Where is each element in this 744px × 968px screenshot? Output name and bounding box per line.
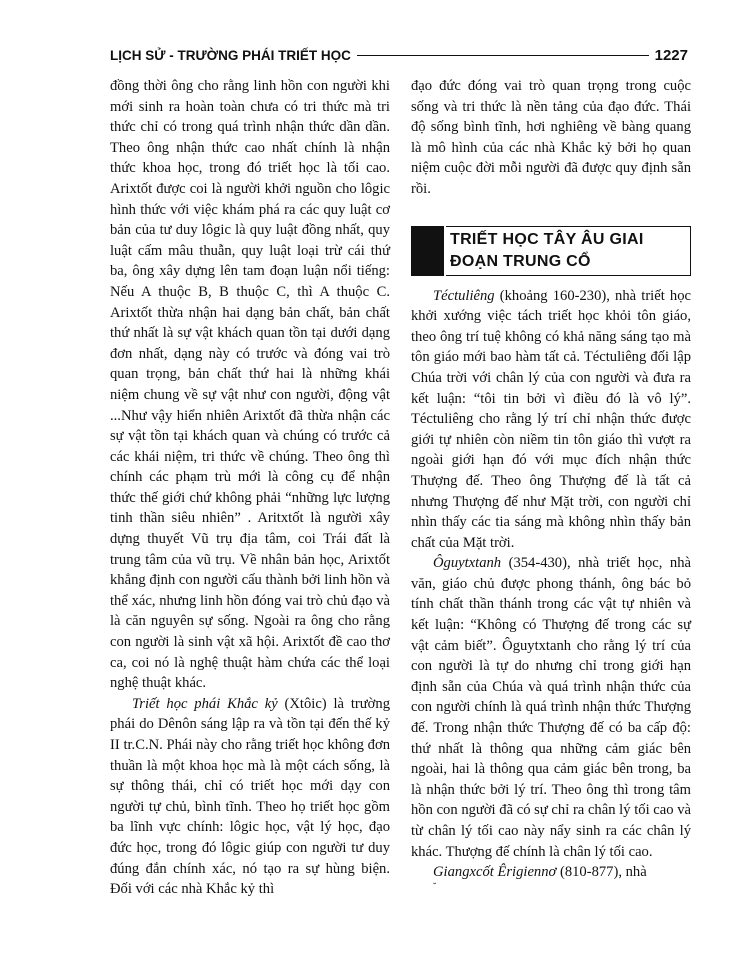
paragraph-augustine — [411, 553, 691, 862]
section-marker — [411, 226, 444, 276]
paragraph-eriugena — [411, 862, 691, 883]
section-header — [411, 226, 691, 276]
header-rule — [357, 55, 649, 56]
running-header — [110, 44, 688, 66]
stoic-text: (Xtôic) là trường phái do Dênôn sáng lập ra và tồn tại đến thế kỷ II tr.C.N. Phái này cho rằng triết học không đơn thuần là một khoa học mà là một cách sống, là sự thông thái, chỉ có triết học mới dạy con người tự chủ, bình tĩnh. Theo họ triết học gồm ba lĩnh vực chính: lôgic học, vật lý học, đạo đức học, trong đó lôgic giúp con người tư duy đúng đắn chính xác, nó tạo ra sự hùng biện. Đối với các nhà Khắc kỷ thì — [110, 695, 390, 898]
right-column — [411, 76, 691, 893]
running-title: LỊCH SỬ - TRƯỜNG PHÁI TRIẾT HỌC — [110, 47, 351, 63]
term-augustine: Ôguytxtanh — [433, 555, 502, 572]
tertullian-text: (khoảng 160-230), nhà triết học khởi xướng việc tách triết học khỏi tôn giáo, theo ông trí tuệ không có khả năng sáng tạo mà tôn giáo mới bao hàm tất cả. Téctuliêng đối lập Chúa trời với chân lý của con người và đưa ra kết luận: “tôi tin bởi vì điều đó là vô lý”. Téctuliêng cho rằng lý trí chỉ nhận thức được giới tự nhiên còn niềm tin tôn giáo thì vượt ra ngoài giới hạn đó với mục đích nhận thức Thượng đế. Theo ông Thượng đế là tất cả nhưng Thượng đế như Mặt trời, con người chỉ nhìn thấy các tia sáng mà không nhìn thấy bản chất của Mặt trời. — [411, 287, 691, 551]
left-column — [110, 76, 390, 900]
page-number: 1227 — [654, 46, 688, 64]
paragraph-tertullian — [411, 286, 691, 554]
paragraph-aristotle: đồng thời ông cho rằng linh hồn con người khi mới sinh ra hoàn toàn chưa có tri thức mà tri thức chỉ có trong quá trình nhận thức dần dần. Theo ông nhận thức cao nhất chính là nhận thức khoa học, trong đó triết học là tối cao. Arixtốt được coi là người khởi nguồn cho lôgic hình thức với việc khám phá ra các quy luật cơ bản của tư duy lôgic là quy luật đồng nhất, quy luật cấm mâu thuẫn, quy luật loại trừ cái thứ ba, ông xây dựng lên tam đoạn luận nổi tiếng: Nếu A thuộc B, B thuộc C, thì A thuộc C. Arixtốt thừa nhận hai dạng bản chất, bản chất thứ nhất là sự vật khách quan tồn tại dưới dạng đơn nhất, dạng này có trước và đóng vai trò quan trọng, bản chất thứ hai là những khái niệm chung về sự vật như con người, động vật ...Như vậy hiển nhiên Arixtốt đã thừa nhận các sự vật tồn tại khách quan và chúng có trước cả các khái niệm, tri thức về chúng. Theo ông thì chính các phạm trù mới là công cụ để nhận thức thế giới chứ không phải “những lực lượng tinh thần siêu nhiên” . Aritxtốt là người xây dựng thuyết Vũ trụ địa tâm, coi Trái đất là trung tâm của vũ trụ. Về nhân bản học, Arixtốt khẳng định con người cấu thành bởi linh hồn và thể xác, nhưng linh hồn đóng vai trò chủ đạo và là căn nguyên sự sống. Ngoài ra ông cho rằng con người là sinh vật xã hội. Arixtốt đề cao thơ ca, coi nó là nghệ thuật hàm chứa các thể loại nghệ thuật khác. — [110, 78, 390, 692]
term-tertullian: Téctuliêng — [433, 287, 495, 304]
term-eriugena: Giangxcốt Êrigiennơ — [433, 864, 557, 881]
section-heading: TRIẾT HỌC TÂY ÂU GIAI ĐOẠN TRUNG CỔ — [446, 226, 691, 276]
paragraph-stoic — [110, 694, 390, 900]
augustine-text: (354-430), nhà triết học, nhà văn, giáo chủ được phong thánh, ông bác bỏ tính chất thần thánh trong các vật tự nhiên và kết luận: “Không có Thượng đế trong các sự vật cảm biết”. Ôguytxtanh cho rằng lý trí của con người là tự do nhưng chỉ trong giới hạn định sẵn của Chúa và quá trình nhận thức của con người chính là quá trình nhận thức Thượng đế. Trong nhận thức Thượng đế có ba cấp độ: thứ nhất là thông qua những cảm giác bên ngoài, hai là thông qua cảm giác bên trong, ba là nhận thức bởi lý trí. Theo ông thì trong tâm hồn con người đã có sự chỉ ra chân lý tối cao và từ chân lý tối cao này nẩy sinh ra các chân lý khác. Thượng đế chính là chân lý tối cao. — [411, 555, 691, 860]
term-stoic: Triết học phái Khắc kỷ — [132, 695, 278, 712]
paragraph-stoic-continued: đạo đức đóng vai trò quan trọng trong cuộc sống và tri thức là nền tảng của đạo đức. Thái độ sống bình tĩnh, hơi nghiêng về bàng quang là mô hình của các nhà Khắc kỷ bởi họ quan niệm cuộc đời mỗi người đã được quy định sẵn rồi. — [411, 78, 691, 197]
trailing-mark: ˘ — [433, 881, 437, 893]
eriugena-text: (810-877), nhà — [556, 864, 647, 881]
